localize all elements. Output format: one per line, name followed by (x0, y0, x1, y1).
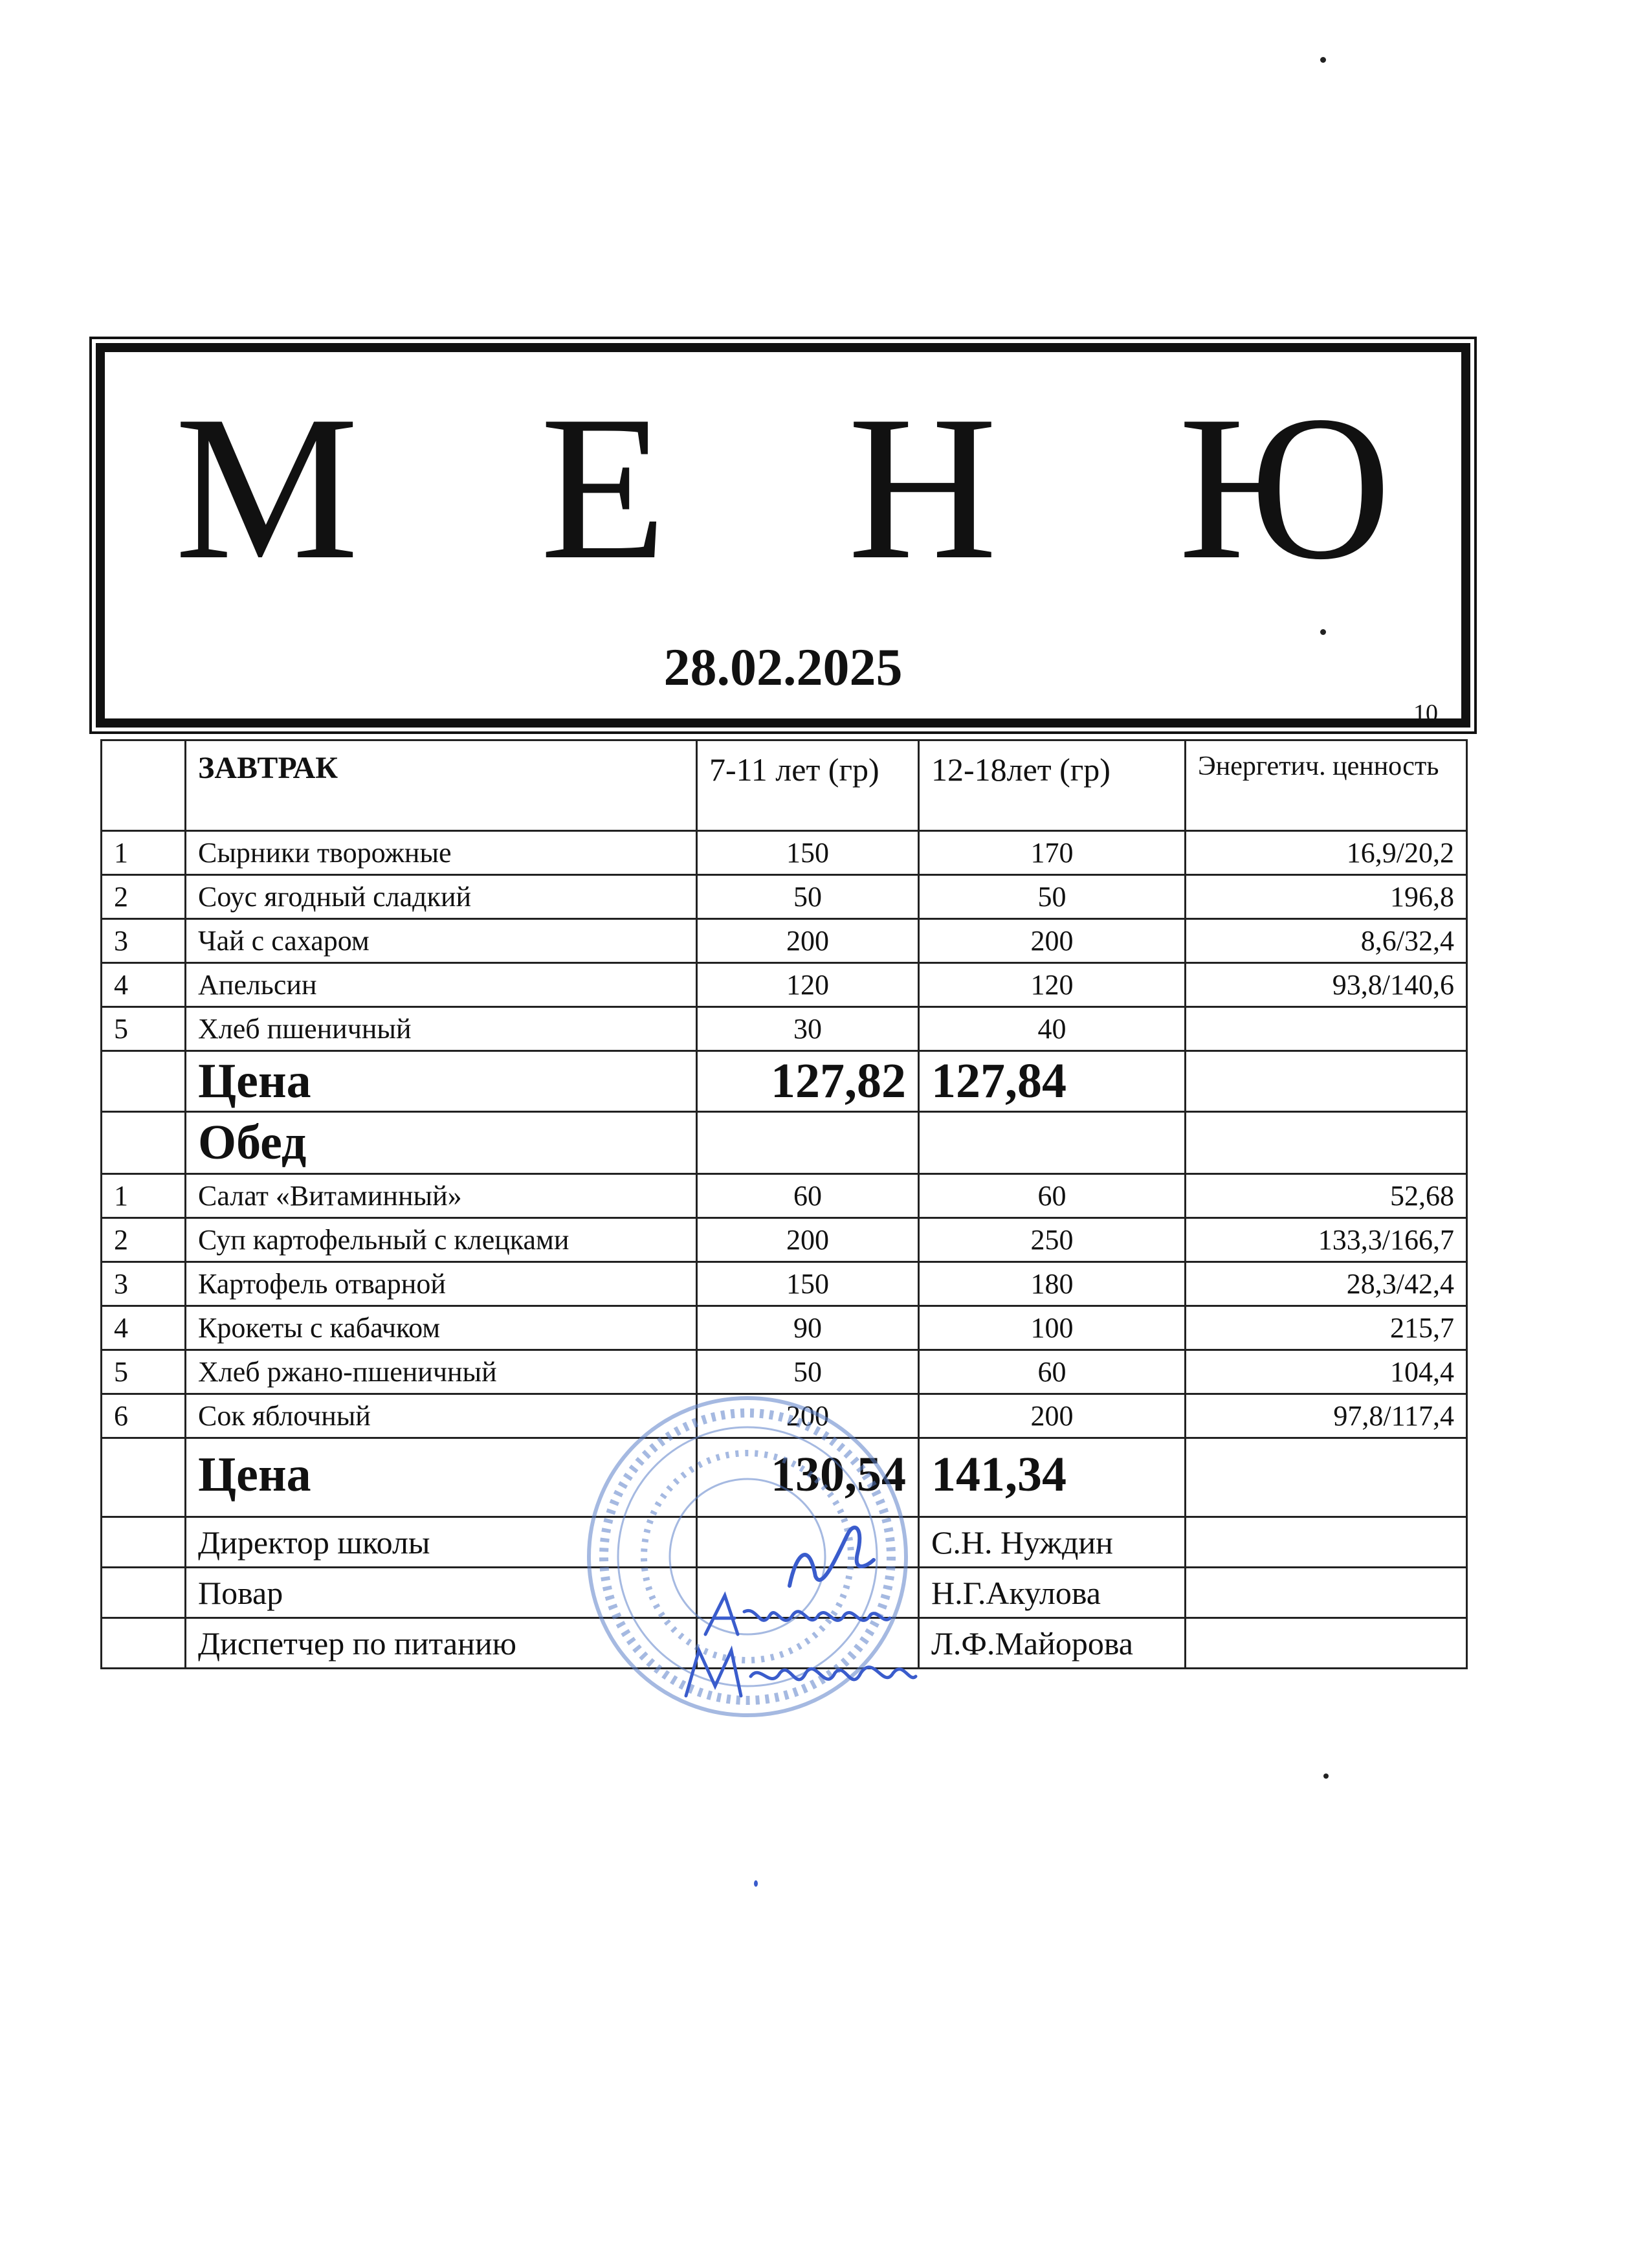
portion-7-11: 200 (697, 919, 919, 963)
table-row (102, 1007, 1467, 1051)
row-number: 3 (102, 1262, 186, 1306)
energy-value: 104,4 (1186, 1350, 1467, 1394)
portion-7-11: 30 (697, 1007, 919, 1051)
table-row (102, 963, 1467, 1007)
page-number: 10 (1413, 700, 1438, 727)
lunch-title: Обед (186, 1112, 697, 1174)
scan-speck (1320, 57, 1326, 63)
column-age-12-18: 12-18лет (гр) (919, 740, 1186, 831)
portion-12-18: 100 (919, 1306, 1186, 1350)
signatory-role: Повар (186, 1568, 697, 1618)
dish-name: Салат «Витаминный» (186, 1174, 697, 1218)
breakfast-price-row (102, 1051, 1467, 1112)
price-empty-cell (1186, 1051, 1467, 1112)
row-number: 4 (102, 963, 186, 1007)
signatory-role: Диспетчер по питанию (186, 1618, 697, 1669)
breakfast-price-7-11: 127,82 (697, 1051, 919, 1112)
signatory-empty-cell (1186, 1517, 1467, 1568)
row-number: 2 (102, 1218, 186, 1262)
signatory-row (102, 1517, 1467, 1568)
portion-7-11: 120 (697, 963, 919, 1007)
portion-7-11: 50 (697, 1350, 919, 1394)
dish-name: Хлеб ржано-пшеничный (186, 1350, 697, 1394)
lunch-section-row (102, 1112, 1467, 1174)
row-number: 4 (102, 1306, 186, 1350)
table-row (102, 1174, 1467, 1218)
menu-header-box (96, 343, 1470, 728)
portion-7-11: 90 (697, 1306, 919, 1350)
portion-7-11: 200 (697, 1218, 919, 1262)
portion-12-18: 180 (919, 1262, 1186, 1306)
table-row (102, 919, 1467, 963)
portion-7-11: 50 (697, 875, 919, 919)
section-empty-cell (919, 1112, 1186, 1174)
scan-speck (1323, 1773, 1329, 1779)
row-number: 2 (102, 875, 186, 919)
portion-12-18: 60 (919, 1350, 1186, 1394)
row-number: 1 (102, 1174, 186, 1218)
portion-12-18: 60 (919, 1174, 1186, 1218)
portion-12-18: 120 (919, 963, 1186, 1007)
signatory-name: С.Н. Нуждин (919, 1517, 1186, 1568)
signatory-empty-cell (102, 1517, 186, 1568)
portion-12-18: 200 (919, 1394, 1186, 1438)
energy-value: 8,6/32,4 (1186, 919, 1467, 963)
column-energy: Энергетич. ценность (1186, 740, 1467, 831)
table-row (102, 875, 1467, 919)
menu-date: 28.02.2025 (663, 638, 903, 696)
lunch-price-7-11: 130,54 (697, 1438, 919, 1517)
row-number: 1 (102, 831, 186, 875)
signatory-empty-cell (1186, 1618, 1467, 1669)
table-row (102, 1218, 1467, 1262)
energy-value: 97,8/117,4 (1186, 1394, 1467, 1438)
table-row (102, 1350, 1467, 1394)
section-empty-cell (102, 1112, 186, 1174)
portion-12-18: 200 (919, 919, 1186, 963)
dish-name: Сырники творожные (186, 831, 697, 875)
price-empty-cell (1186, 1438, 1467, 1517)
breakfast-title: ЗАВТРАК (186, 740, 697, 831)
signatory-empty-cell (1186, 1568, 1467, 1618)
dish-name: Хлеб пшеничный (186, 1007, 697, 1051)
dish-name: Апельсин (186, 963, 697, 1007)
signatory-name: Н.Г.Акулова (919, 1568, 1186, 1618)
portion-12-18: 50 (919, 875, 1186, 919)
header-empty-cell (102, 740, 186, 831)
breakfast-price-label: Цена (186, 1051, 697, 1112)
energy-value: 28,3/42,4 (1186, 1262, 1467, 1306)
scan-speck (754, 1880, 758, 1887)
scan-speck (1320, 629, 1326, 635)
dish-name: Сок яблочный (186, 1394, 697, 1438)
portion-12-18: 40 (919, 1007, 1186, 1051)
signatory-name: Л.Ф.Майорова (919, 1618, 1186, 1669)
energy-value: 215,7 (1186, 1306, 1467, 1350)
energy-value: 196,8 (1186, 875, 1467, 919)
table-row (102, 1262, 1467, 1306)
portion-12-18: 250 (919, 1218, 1186, 1262)
dish-name: Суп картофельный с клецками (186, 1218, 697, 1262)
column-age-7-11: 7-11 лет (гр) (697, 740, 919, 831)
dish-name: Крокеты с кабачком (186, 1306, 697, 1350)
section-empty-cell (1186, 1112, 1467, 1174)
table-row (102, 831, 1467, 875)
table-header-row (102, 740, 1467, 831)
signatory-role: Директор школы (186, 1517, 697, 1568)
row-number: 6 (102, 1394, 186, 1438)
portion-7-11: 200 (697, 1394, 919, 1438)
energy-value: 16,9/20,2 (1186, 831, 1467, 875)
row-number: 5 (102, 1350, 186, 1394)
menu-title: М Е Н Ю (175, 373, 1456, 603)
portion-7-11: 150 (697, 1262, 919, 1306)
table-row (102, 1394, 1467, 1438)
dish-name: Картофель отварной (186, 1262, 697, 1306)
signatory-empty-cell (102, 1568, 186, 1618)
energy-value: 52,68 (1186, 1174, 1467, 1218)
lunch-price-12-18: 141,34 (919, 1438, 1186, 1517)
portion-7-11: 150 (697, 831, 919, 875)
portion-12-18: 170 (919, 831, 1186, 875)
price-empty-cell (102, 1051, 186, 1112)
price-empty-cell (102, 1438, 186, 1517)
portion-7-11: 60 (697, 1174, 919, 1218)
signature-cell (697, 1517, 919, 1568)
energy-value (1186, 1007, 1467, 1051)
signature-cell (697, 1618, 919, 1669)
dish-name: Соус ягодный сладкий (186, 875, 697, 919)
lunch-price-label: Цена (186, 1438, 697, 1517)
signatory-row (102, 1568, 1467, 1618)
breakfast-price-12-18: 127,84 (919, 1051, 1186, 1112)
section-empty-cell (697, 1112, 919, 1174)
lunch-price-row (102, 1438, 1467, 1517)
energy-value: 133,3/166,7 (1186, 1218, 1467, 1262)
signatory-row (102, 1618, 1467, 1669)
signature-cell (697, 1568, 919, 1618)
row-number: 3 (102, 919, 186, 963)
table-row (102, 1306, 1467, 1350)
dish-name: Чай с сахаром (186, 919, 697, 963)
row-number: 5 (102, 1007, 186, 1051)
menu-table (100, 739, 1468, 1669)
signatory-empty-cell (102, 1618, 186, 1669)
energy-value: 93,8/140,6 (1186, 963, 1467, 1007)
